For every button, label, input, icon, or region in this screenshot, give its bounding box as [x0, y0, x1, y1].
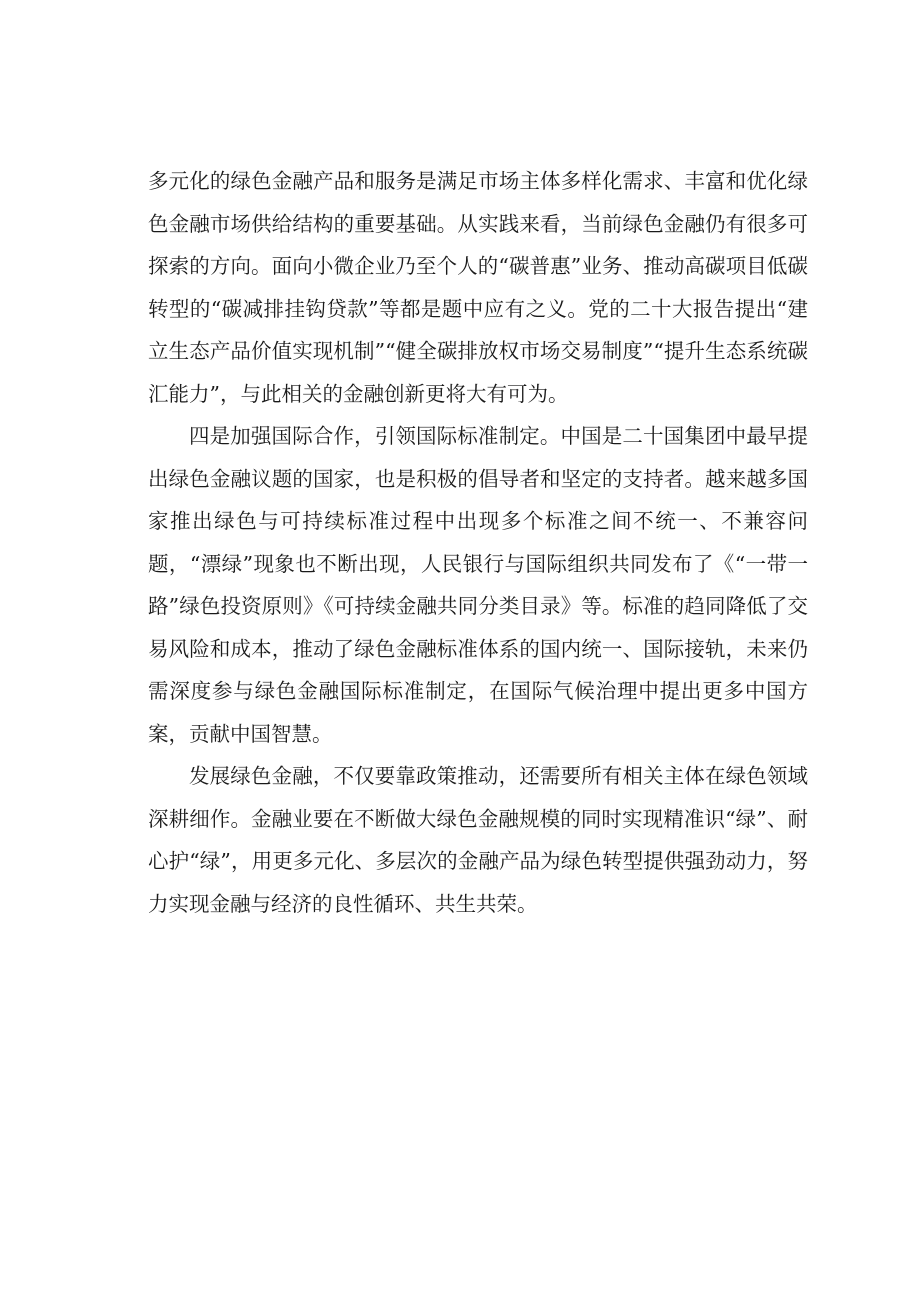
paragraph-green-finance-products: 多元化的绿色金融产品和服务是满足市场主体多样化需求、丰富和优化绿色金融市场供给结构的重要基础。从实践来看，当前绿色金融仍有很多可探索的方向。面向小微企业乃至个人的“碳普惠”业务、推动高碳项目低碳转型的“碳减排挂钩贷款”等都是题中应有之义。党的二十大报告提出“建立生态产品价值实现机制”“健全碳排放权市场交易制度”“提升生态系统碳汇能力”，与此相关的金融创新更将大有可为。: [148, 169, 808, 406]
paragraph-international-cooperation: 四是加强国际合作，引领国际标准制定。中国是二十国集团中最早提出绿色金融议题的国家，也是积极的倡导者和坚定的支持者。越来越多国家推出绿色与可持续标准过程中出现多个标准之间不统一、不兼容问题，“漂绿”现象也不断出现，人民银行与国际组织共同发布了《“一带一路”绿色投资原则》《可持续金融共同分类目录》等。标准的趋同降低了交易风险和成本，推动了绿色金融标准体系的国内统一、国际接轨，未来仍需深度参与绿色金融国际标准制定，在国际气候治理中提出更多中国方案，贡献中国智慧。: [148, 424, 808, 746]
article-body: [148, 160, 808, 925]
paragraph-conclusion: 发展绿色金融，不仅要靠政策推动，还需要所有相关主体在绿色领域深耕细作。金融业要在不断做大绿色金融规模的同时实现精准识“绿”、耐心护“绿”，用更多元化、多层次的金融产品为绿色转型提供强劲动力，努力实现金融与经济的良性循环、共生共荣。: [148, 764, 808, 916]
